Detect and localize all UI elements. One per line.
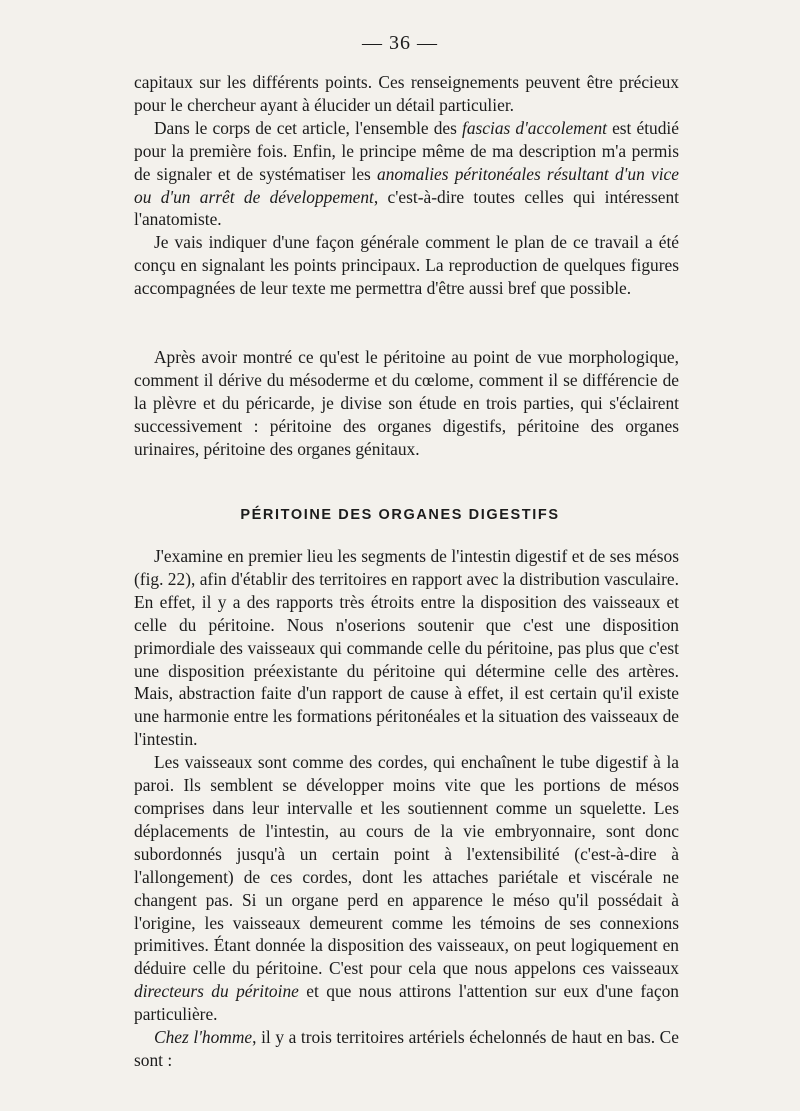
text-run: , c'est-à-dire toutes celles qui intéressent l'anatomiste.	[134, 186, 679, 230]
paragraph	[134, 231, 679, 300]
section-heading: PÉRITOINE DES ORGANES DIGESTIFS	[240, 507, 560, 523]
text-run: et que nous attirons l'attention sur eux d'une façon particulière.	[134, 981, 679, 1025]
paragraph	[134, 1026, 679, 1072]
text-run: J'examine en premier lieu les segments de l'intestin digestif et de ses mésos (fig. 22), afin d'établir des territoires en rapport avec la distribution vasculaire. En effet, il y a des rapports très étroits entre la disposition des vaisseaux et celle du péritoine. Nous n'oserions soutenir que c'est une disposition primordiale des vaisseaux qui commande celle du péritoine, pas plus que c'est une disposition préexistante du péritoine qui détermine celle des artères. Mais, abstraction faite d'un rapport de cause à effet, il est certain qu'il existe une harmonie entre les formations péritonéales et la situation des vaisseaux de l'intestin.	[134, 546, 679, 750]
page-number: — 36 —	[362, 32, 438, 54]
paragraph	[134, 346, 679, 461]
paragraph	[134, 751, 679, 1026]
intro-text-block	[134, 71, 679, 300]
paragraph	[134, 545, 679, 751]
italic-text: Chez l'homme	[154, 1027, 253, 1048]
paragraph	[134, 117, 679, 232]
text-run: Après avoir montré ce qu'est le péritoine au point de vue morphologique, comment il dérive du mésoderme et du cœlome, comment il se différencie de la plèvre et du péricarde, je divise son étude en trois parties, qui s'éclairent successivement : péritoine des organes digestifs, péritoine des organes urinaires, péritoine des organes génitaux.	[134, 347, 679, 459]
italic-text: fascias d'accolement	[461, 117, 607, 138]
text-run: Les vaisseaux sont comme des cordes, qui enchaînent le tube digestif à la paroi. Ils semblent se développer moins vite que les portions de mésos comprises dans leur intervalle et les soutiennent comme un squelette. Les déplacements de l'intestin, au cours de la vie embryonnaire, sont donc subordonnés jusqu'à un certain point à l'extensibilité (c'est-à-dire à l'allongement) de ces cordes, dont les attaches pariétale et viscérale ne changent pas. Si un organe perd en apparence le méso qu'il possédait à l'origine, les vaisseaux demeurent comme les témoins de ses connexions primitives. Étant donnée la disposition des vaisseaux, on peut logiquement en déduire celle du péritoine. C'est pour cela que nous appelons ces vaisseaux	[134, 752, 679, 979]
text-run: , il y a trois territoires artériels échelonnés de haut en bas. Ce sont :	[134, 1027, 679, 1070]
text-run: Dans le corps de cet article, l'ensemble des	[154, 117, 462, 138]
digestive-text-block	[134, 545, 679, 1072]
italic-text: anomalies péritonéales résultant d'un vice ou d'un arrêt de développement	[134, 163, 679, 207]
text-run: capitaux sur les différents points. Ces renseignements peuvent être précieux pour le chercheur ayant à élucider un détail particulier.	[134, 72, 679, 115]
plan-text-block	[134, 346, 679, 461]
text-run: Je vais indiquer d'une façon générale comment le plan de ce travail a été conçu en signalant les points principaux. La reproduction de quelques figures accompagnées de leur texte me permettra d'être aussi bref que possible.	[134, 232, 679, 299]
italic-text: directeurs du péritoine	[134, 981, 299, 1002]
text-run: est étudié pour la première fois. Enfin, le principe même de ma description m'a permis de signaler et de systématiser les	[134, 117, 679, 184]
paragraph	[134, 71, 679, 117]
